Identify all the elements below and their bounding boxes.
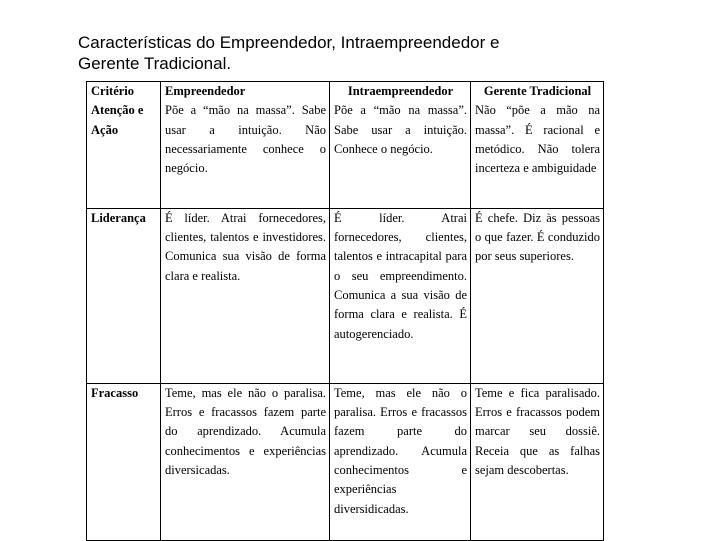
gerente-cell: Teme e fica paralisado. Erros e fracassos podem marcar seu dossiê. Receia que as falhas sejam descobertas. [471,383,604,540]
empreendedor-cell: Põe a “mão na massa”. Sabe usar a intuição. Não necessariamente conhece o negócio. [161,101,330,208]
empreendedor-cell: É líder. Atrai fornecedores, clientes, talentos e investidores. Comunica sua visão de forma clara e realista. [161,208,330,383]
intraempreendedor-cell: É líder. Atrai fornecedores, clientes, talentos e intracapital para o seu empreendimento. Comunica a sua visão de forma clara e realista. É autogerenciado. [330,208,471,383]
intraempreendedor-cell: Põe a “mão na massa”. Sabe usar a intuição. Conhece o negócio. [330,101,471,208]
title-line-1: Características do Empreendedor, Intraempreendedor e [78,33,500,52]
table-header [87,82,604,102]
table-row [87,101,604,208]
title-line-2: Gerente Tradicional. [78,54,232,73]
intraempreendedor-cell: Teme, mas ele não o paralisa. Erros e fracassos fazem parte do aprendizado. Acumula conhecimentos e experiências diversidicadas. [330,383,471,540]
empreendedor-cell: Teme, mas ele não o paralisa. Erros e fracassos fazem parte do aprendizado. Acumula conhecimentos e experiências diversicadas. [161,383,330,540]
table-row [87,208,604,383]
table-row [87,383,604,540]
gerente-cell: Não “põe a mão na massa”. É racional e metódico. Não tolera incerteza e ambiguidade [471,101,604,208]
criterion-cell: Liderança [87,208,161,383]
header-row [87,82,604,102]
header-gerente: Gerente Tradicional [471,82,604,102]
page-title [78,32,638,74]
criterion-cell: Atenção e Ação [91,103,144,137]
comparison-table [86,81,604,541]
header-criterio: Critério [91,84,135,98]
criterion-cell: Fracasso [87,383,161,540]
gerente-cell: É chefe. Diz às pessoas o que fazer. É conduzido por seus superiores. [471,208,604,383]
header-intraempreendedor: Intraempreendedor [330,82,471,102]
header-empreendedor: Empreendedor [161,82,330,102]
